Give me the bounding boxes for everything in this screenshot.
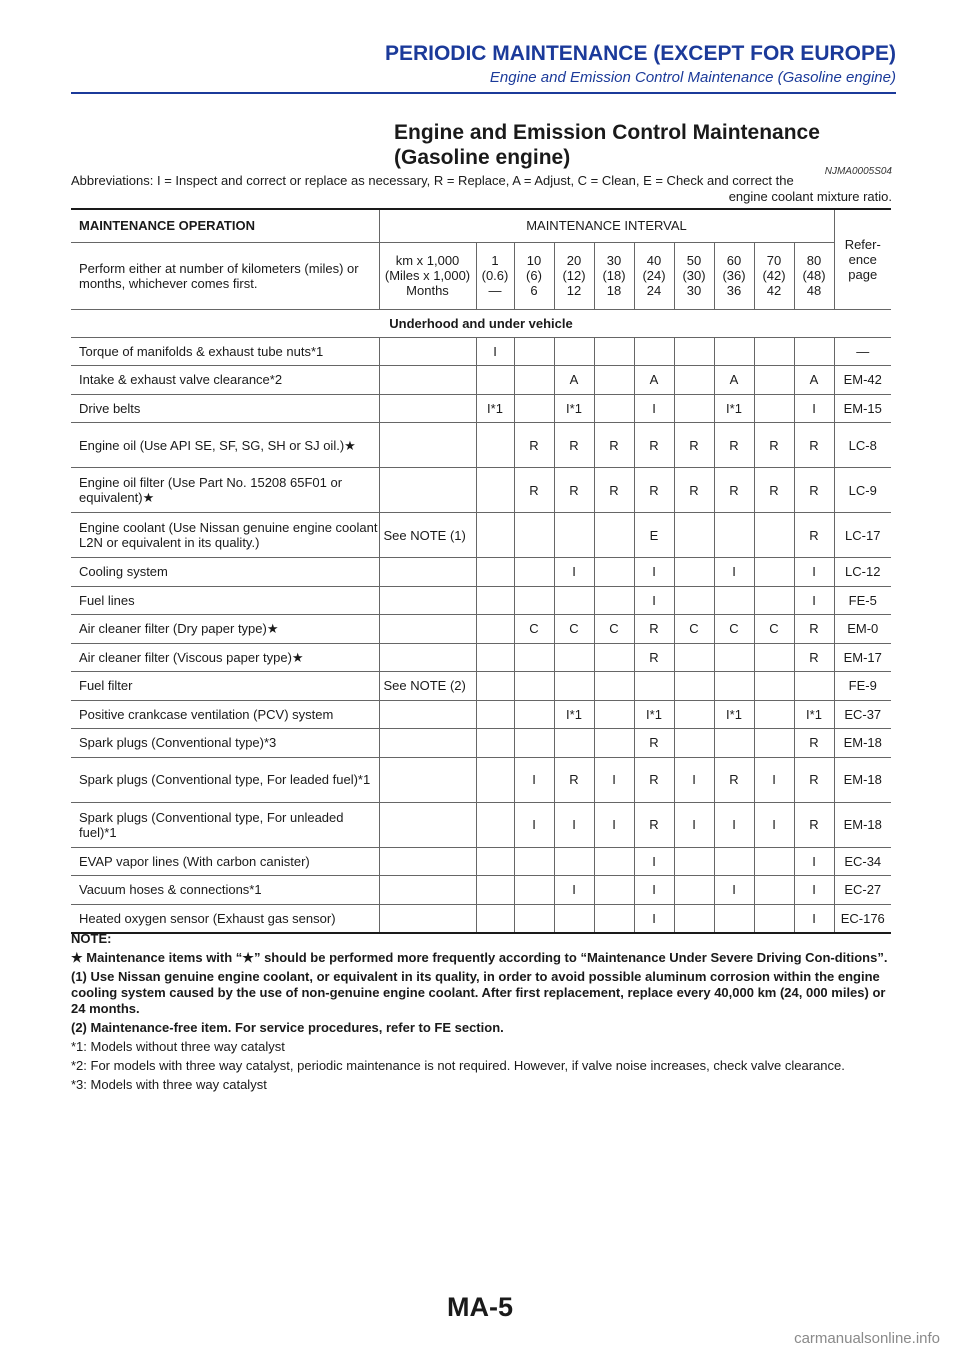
interval-cell	[714, 672, 754, 701]
interval-cell	[476, 729, 514, 758]
interval-cell	[514, 876, 554, 905]
operation-cell: Air cleaner filter (Viscous paper type)★	[71, 643, 379, 672]
perform-text: Perform either at number of kilometers (miles) or months, whichever comes first.	[71, 242, 379, 309]
operation-cell: Positive crankcase ventilation (PCV) system	[71, 700, 379, 729]
section-label: Underhood and under vehicle	[71, 309, 891, 337]
abbreviations-line1: Abbreviations: I = Inspect and correct or replace as necessary, R = Replace, A = Adjust, C = Clean, E = Check and correct the	[71, 173, 794, 188]
reference-cell: EC-34	[834, 847, 891, 876]
interval-cell	[674, 394, 714, 423]
interval-cell	[754, 558, 794, 587]
note-cell	[379, 468, 476, 513]
interval-cell	[714, 904, 754, 933]
operation-cell: Engine oil (Use API SE, SF, SG, SH or SJ oil.)★	[71, 423, 379, 468]
interval-col-2: 20 (12) 12	[554, 242, 594, 309]
reference-cell: —	[834, 337, 891, 366]
interval-cell: I	[554, 558, 594, 587]
page-number: MA-5	[447, 1292, 513, 1322]
interval-cell	[514, 847, 554, 876]
interval-cell	[714, 513, 754, 558]
interval-cell	[674, 337, 714, 366]
interval-cell: R	[554, 423, 594, 468]
interval-cell	[594, 558, 634, 587]
interval-col-4: 40 (24) 24	[634, 242, 674, 309]
interval-cell	[594, 847, 634, 876]
interval-cell	[754, 876, 794, 905]
note-cell	[379, 615, 476, 644]
reference-cell: EM-18	[834, 802, 891, 847]
operation-cell: Cooling system	[71, 558, 379, 587]
note-cell	[379, 586, 476, 615]
interval-cell	[674, 586, 714, 615]
interval-cell: R	[514, 423, 554, 468]
reference-cell: LC-17	[834, 513, 891, 558]
interval-cell: R	[514, 468, 554, 513]
interval-cell: I	[634, 904, 674, 933]
abbreviations-line2: engine coolant mixture ratio.	[728, 189, 892, 204]
interval-cell: I	[714, 802, 754, 847]
interval-cell	[714, 337, 754, 366]
reference-cell: EC-37	[834, 700, 891, 729]
interval-cell: R	[634, 802, 674, 847]
interval-cell	[476, 802, 514, 847]
note-cell	[379, 847, 476, 876]
interval-cell	[754, 672, 794, 701]
interval-cell: E	[634, 513, 674, 558]
note-cell	[379, 337, 476, 366]
interval-cell	[794, 672, 834, 701]
interval-cell	[514, 513, 554, 558]
interval-cell	[514, 394, 554, 423]
interval-cell	[476, 643, 514, 672]
interval-cell	[594, 366, 634, 395]
section-code: NJMA0005S04	[824, 166, 892, 177]
interval-cell	[476, 423, 514, 468]
interval-cell	[554, 847, 594, 876]
notes-title: NOTE:	[71, 931, 112, 946]
reference-cell: FE-5	[834, 586, 891, 615]
table-row	[71, 802, 891, 847]
interval-cell	[634, 672, 674, 701]
interval-cell: I	[674, 802, 714, 847]
interval-cell	[594, 337, 634, 366]
interval-cell: I*1	[634, 700, 674, 729]
interval-cell	[754, 337, 794, 366]
op-header: MAINTENANCE OPERATION	[71, 209, 379, 242]
note-2: (2) Maintenance-free item. For service procedures, refer to FE section.	[71, 1020, 504, 1035]
interval-cell	[476, 876, 514, 905]
interval-cell	[594, 586, 634, 615]
interval-cell	[674, 672, 714, 701]
interval-cell: R	[794, 423, 834, 468]
interval-col-5: 50 (30) 30	[674, 242, 714, 309]
interval-cell: R	[754, 423, 794, 468]
note-cell	[379, 558, 476, 587]
note-cell	[379, 423, 476, 468]
note-cell	[379, 643, 476, 672]
operation-cell: Engine coolant (Use Nissan genuine engine coolant L2N or equivalent in its quality.)	[71, 513, 379, 558]
interval-cell	[794, 337, 834, 366]
interval-cell	[476, 904, 514, 933]
interval-cell	[754, 394, 794, 423]
interval-cell	[594, 643, 634, 672]
interval-cell: I	[634, 876, 674, 905]
table-row	[71, 394, 891, 423]
interval-cell: I	[514, 757, 554, 802]
footnote-2: *2: For models with three way catalyst, periodic maintenance is not required. However, if valve noise increases, check valve clearance.	[71, 1058, 845, 1073]
note-cell: See NOTE (2)	[379, 672, 476, 701]
interval-cell: R	[634, 729, 674, 758]
interval-cell: I	[476, 337, 514, 366]
interval-cell: I*1	[714, 394, 754, 423]
interval-header: MAINTENANCE INTERVAL	[379, 209, 834, 242]
section-title-line1: Engine and Emission Control Maintenance	[394, 121, 820, 144]
interval-cell: I	[594, 802, 634, 847]
table-row	[71, 366, 891, 395]
interval-cell	[554, 586, 594, 615]
reference-cell: LC-9	[834, 468, 891, 513]
interval-cell: C	[674, 615, 714, 644]
interval-cell	[594, 513, 634, 558]
interval-cell: R	[794, 802, 834, 847]
interval-cell: I	[794, 558, 834, 587]
interval-cell: I	[794, 904, 834, 933]
interval-col-1: 10 (6) 6	[514, 242, 554, 309]
chapter-title: PERIODIC MAINTENANCE (EXCEPT FOR EUROPE)	[384, 42, 896, 65]
interval-cell	[594, 672, 634, 701]
interval-cell	[476, 513, 514, 558]
interval-cell	[476, 615, 514, 644]
interval-cell: I	[794, 876, 834, 905]
interval-cell	[476, 366, 514, 395]
interval-cell	[554, 643, 594, 672]
reference-cell: LC-8	[834, 423, 891, 468]
interval-cell: R	[594, 423, 634, 468]
reference-cell: EC-27	[834, 876, 891, 905]
interval-cell	[476, 757, 514, 802]
interval-cell	[754, 847, 794, 876]
interval-cell	[674, 643, 714, 672]
interval-cell	[554, 904, 594, 933]
note-cell	[379, 729, 476, 758]
interval-cell: C	[714, 615, 754, 644]
interval-cell	[674, 729, 714, 758]
interval-cell: A	[714, 366, 754, 395]
interval-cell: I*1	[476, 394, 514, 423]
table-row	[71, 904, 891, 933]
interval-cell	[714, 586, 754, 615]
interval-cell: R	[634, 468, 674, 513]
interval-col-0: 1 (0.6) —	[476, 242, 514, 309]
operation-cell: Drive belts	[71, 394, 379, 423]
abbreviations	[71, 173, 892, 205]
interval-cell: I	[794, 586, 834, 615]
interval-cell	[554, 729, 594, 758]
interval-cell: I*1	[714, 700, 754, 729]
interval-cell: R	[794, 615, 834, 644]
interval-cell: I	[634, 586, 674, 615]
footnote-3: *3: Models with three way catalyst	[71, 1077, 267, 1092]
interval-cell	[514, 558, 554, 587]
interval-cell: C	[554, 615, 594, 644]
interval-cell: R	[634, 615, 674, 644]
table-row	[71, 757, 891, 802]
interval-col-8: 80 (48) 48	[794, 242, 834, 309]
operation-cell: Spark plugs (Conventional type)*3	[71, 729, 379, 758]
interval-cell: I*1	[554, 700, 594, 729]
interval-cell: A	[634, 366, 674, 395]
maintenance-table	[71, 208, 891, 934]
interval-cell: I	[634, 394, 674, 423]
interval-cell: R	[554, 757, 594, 802]
operation-cell: Intake & exhaust valve clearance*2	[71, 366, 379, 395]
table-row	[71, 643, 891, 672]
note-cell	[379, 876, 476, 905]
interval-cell: I	[634, 847, 674, 876]
interval-cell	[514, 904, 554, 933]
reference-cell: LC-12	[834, 558, 891, 587]
note-cell	[379, 904, 476, 933]
interval-cell: R	[634, 643, 674, 672]
interval-cell: I	[554, 876, 594, 905]
note-cell	[379, 757, 476, 802]
interval-cell	[634, 337, 674, 366]
interval-cell	[714, 643, 754, 672]
interval-cell	[514, 366, 554, 395]
reference-cell: EM-17	[834, 643, 891, 672]
interval-cell	[476, 847, 514, 876]
note-cell	[379, 394, 476, 423]
operation-cell: Torque of manifolds & exhaust tube nuts*1	[71, 337, 379, 366]
interval-cell	[674, 904, 714, 933]
interval-cell	[594, 904, 634, 933]
note-cell	[379, 700, 476, 729]
table-row	[71, 586, 891, 615]
table-row	[71, 700, 891, 729]
interval-cell	[476, 558, 514, 587]
interval-cell	[514, 337, 554, 366]
interval-cell	[514, 586, 554, 615]
interval-cell	[674, 847, 714, 876]
table-row	[71, 468, 891, 513]
interval-cell	[754, 700, 794, 729]
interval-cell	[674, 876, 714, 905]
interval-cell	[754, 586, 794, 615]
interval-cell	[554, 672, 594, 701]
interval-cell	[674, 513, 714, 558]
interval-cell	[594, 876, 634, 905]
interval-cell	[594, 700, 634, 729]
interval-cell: I*1	[554, 394, 594, 423]
star-note: ★ Maintenance items with “★” should be performed more frequently according to “Maintenance Under Severe Driving Con-ditions”.	[71, 950, 888, 965]
interval-cell	[554, 513, 594, 558]
interval-cell	[514, 672, 554, 701]
operation-cell: Fuel lines	[71, 586, 379, 615]
note-cell	[379, 802, 476, 847]
interval-cell: R	[674, 468, 714, 513]
table-row	[71, 847, 891, 876]
notes-block	[71, 931, 892, 1096]
interval-cell	[476, 586, 514, 615]
table-row	[71, 513, 891, 558]
table-row	[71, 672, 891, 701]
operation-cell: Vacuum hoses & connections*1	[71, 876, 379, 905]
operation-cell: Spark plugs (Conventional type, For leaded fuel)*1	[71, 757, 379, 802]
ref-header: Refer- ence page	[834, 209, 891, 309]
interval-cell: R	[714, 757, 754, 802]
interval-cell	[674, 700, 714, 729]
interval-cell	[754, 904, 794, 933]
interval-cell	[554, 337, 594, 366]
interval-cell: R	[674, 423, 714, 468]
interval-col-6: 60 (36) 36	[714, 242, 754, 309]
interval-cell: R	[714, 468, 754, 513]
reference-cell: EM-15	[834, 394, 891, 423]
watermark: carmanualsonline.info	[794, 1330, 940, 1347]
interval-col-7: 70 (42) 42	[754, 242, 794, 309]
interval-cell	[594, 394, 634, 423]
table-row	[71, 615, 891, 644]
interval-cell: I	[714, 876, 754, 905]
interval-cell	[754, 643, 794, 672]
interval-cell: I	[634, 558, 674, 587]
interval-cell: I	[714, 558, 754, 587]
reference-cell: EM-18	[834, 757, 891, 802]
reference-cell: FE-9	[834, 672, 891, 701]
interval-cell: C	[754, 615, 794, 644]
interval-cell	[514, 643, 554, 672]
interval-cell	[476, 672, 514, 701]
interval-cell: R	[794, 757, 834, 802]
note-cell: See NOTE (1)	[379, 513, 476, 558]
interval-cell: C	[514, 615, 554, 644]
interval-cell: I	[594, 757, 634, 802]
operation-cell: EVAP vapor lines (With carbon canister)	[71, 847, 379, 876]
interval-cell: I	[554, 802, 594, 847]
interval-cell	[476, 700, 514, 729]
interval-cell: I	[674, 757, 714, 802]
operation-cell: Engine oil filter (Use Part No. 15208 65F01 or equivalent)★	[71, 468, 379, 513]
section-title	[394, 120, 854, 170]
interval-cell	[594, 729, 634, 758]
interval-cell: I	[514, 802, 554, 847]
operation-cell: Fuel filter	[71, 672, 379, 701]
interval-cell: I	[794, 394, 834, 423]
interval-cell: I	[794, 847, 834, 876]
interval-cell: R	[634, 423, 674, 468]
interval-cell: R	[794, 729, 834, 758]
interval-cell	[754, 366, 794, 395]
interval-cell	[714, 847, 754, 876]
table-row	[71, 729, 891, 758]
interval-cell	[514, 729, 554, 758]
table-row	[71, 423, 891, 468]
interval-cell: R	[634, 757, 674, 802]
footnote-1: *1: Models without three way catalyst	[71, 1039, 285, 1054]
reference-cell: EM-42	[834, 366, 891, 395]
interval-cell: R	[594, 468, 634, 513]
interval-cell: I*1	[794, 700, 834, 729]
interval-cell	[754, 513, 794, 558]
interval-cell: R	[754, 468, 794, 513]
interval-units: km x 1,000 (Miles x 1,000) Months	[379, 242, 476, 309]
header-rule	[71, 92, 896, 94]
interval-cell: R	[714, 423, 754, 468]
interval-cell: C	[594, 615, 634, 644]
reference-cell: EM-18	[834, 729, 891, 758]
interval-cell: R	[794, 643, 834, 672]
operation-cell: Spark plugs (Conventional type, For unleaded fuel)*1	[71, 802, 379, 847]
interval-col-3: 30 (18) 18	[594, 242, 634, 309]
interval-cell	[754, 729, 794, 758]
interval-cell	[476, 468, 514, 513]
chapter-subtitle: Engine and Emission Control Maintenance (Gasoline engine)	[489, 69, 896, 86]
interval-cell	[514, 700, 554, 729]
operation-cell: Air cleaner filter (Dry paper type)★	[71, 615, 379, 644]
interval-cell: R	[794, 468, 834, 513]
operation-cell: Heated oxygen sensor (Exhaust gas sensor)	[71, 904, 379, 933]
interval-cell: I	[754, 757, 794, 802]
table-row	[71, 337, 891, 366]
table-row	[71, 876, 891, 905]
interval-cell: A	[554, 366, 594, 395]
table-row	[71, 558, 891, 587]
interval-cell: R	[794, 513, 834, 558]
interval-cell	[674, 558, 714, 587]
interval-cell: R	[554, 468, 594, 513]
interval-cell	[674, 366, 714, 395]
section-title-line2: (Gasoline engine)	[394, 146, 571, 169]
reference-cell: EC-176	[834, 904, 891, 933]
reference-cell: EM-0	[834, 615, 891, 644]
interval-cell: A	[794, 366, 834, 395]
note-cell	[379, 366, 476, 395]
note-1: (1) Use Nissan genuine engine coolant, or equivalent in its quality, in order to avoid possible aluminum corrosion within the engine cooling system caused by the use of non-genuine engine coolant. After first replacement, replace every 40,000 km (24, 000 miles) or 24 months.	[71, 969, 886, 1016]
interval-cell	[714, 729, 754, 758]
interval-cell: I	[754, 802, 794, 847]
